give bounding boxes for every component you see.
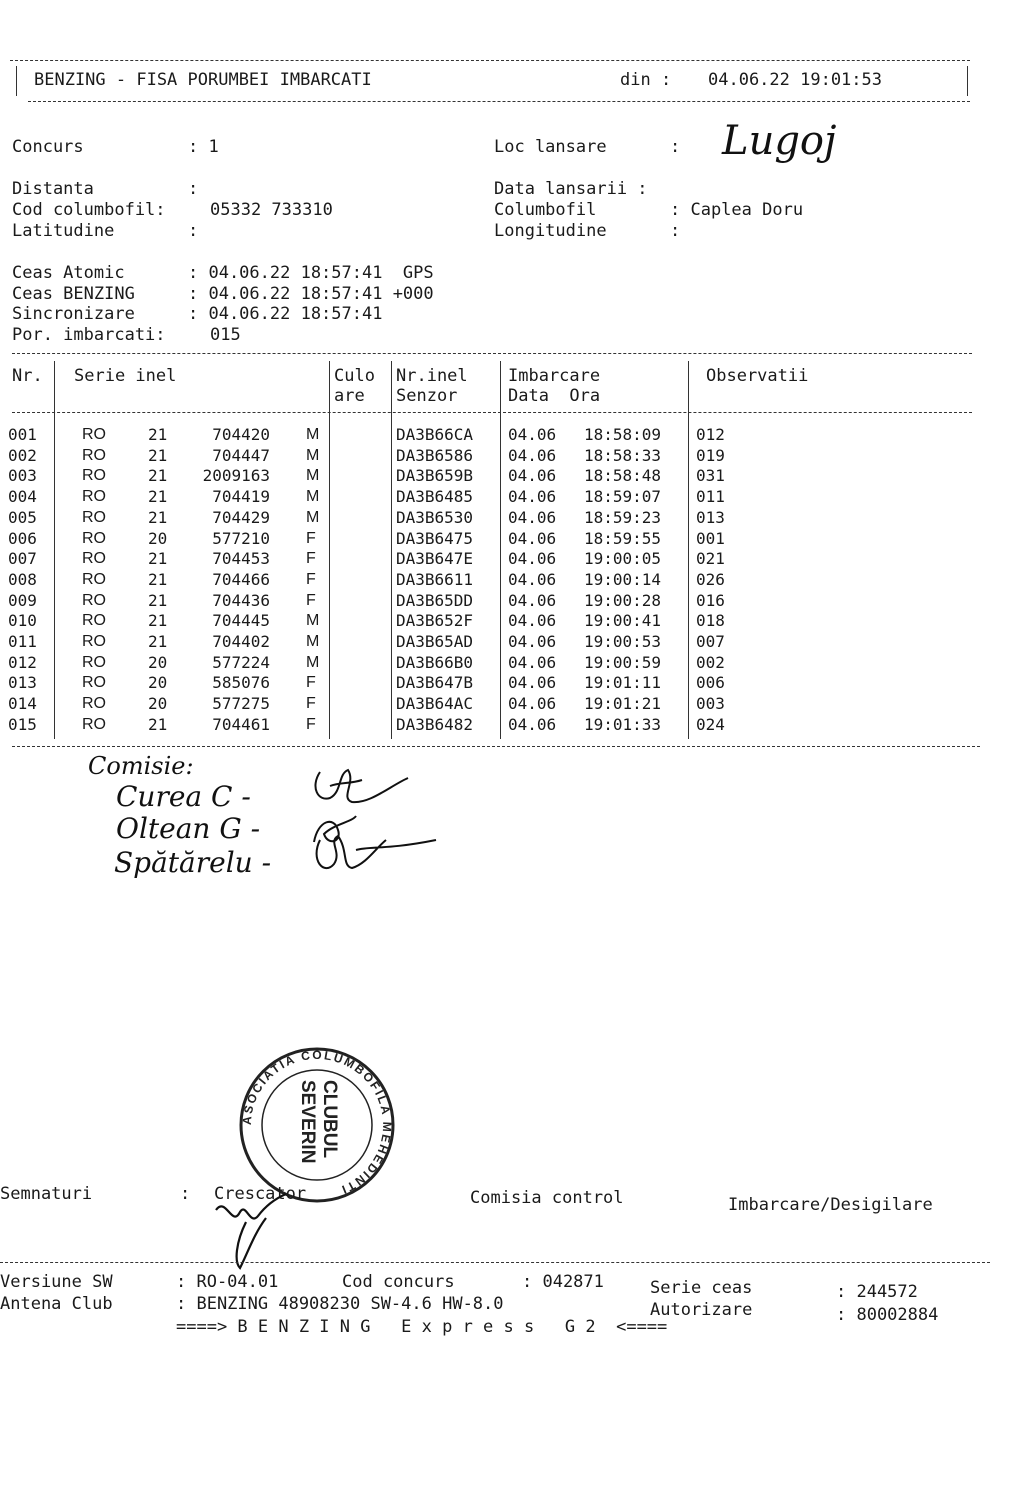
loc-lansare-label: Loc lansare: [494, 137, 607, 157]
cell-inel: 2009163: [202, 466, 270, 486]
longitudine-label: Longitudine: [494, 221, 607, 241]
cell-tara: RO: [82, 653, 106, 671]
cell-data: 04.06: [508, 632, 557, 651]
header-right-bar: [967, 66, 968, 96]
versiune-sw-label: Versiune SW: [0, 1272, 113, 1292]
cell-sex: M: [306, 508, 320, 526]
col-header-imbarcare-2: Data Ora: [508, 386, 601, 406]
cell-tara: RO: [82, 467, 106, 485]
cell-senzor: DA3B6611: [396, 569, 474, 589]
cell-an: 21: [148, 425, 168, 444]
cell-an: 21: [148, 714, 168, 734]
table-top-rule: [12, 353, 972, 354]
cell-ora: 18:59:55: [584, 528, 662, 548]
col-header-nr: Nr.: [12, 366, 43, 386]
cell-tara: RO: [82, 633, 106, 650]
cell-ora: 19:00:59: [584, 652, 662, 672]
handwritten-member-3: Spătărelu -: [114, 846, 272, 879]
cell-tara: RO: [82, 612, 106, 630]
cell-nr: 014: [8, 694, 37, 714]
cod-concurs-value: : 042871: [522, 1272, 604, 1292]
cell-senzor: DA3B64AC: [396, 694, 474, 714]
latitudine-label: Latitudine: [12, 221, 115, 241]
col-header-culoare-2: are: [334, 386, 365, 406]
cell-tara: RO: [82, 446, 106, 464]
cell-obs: 018: [696, 611, 725, 631]
cell-an: 21: [148, 611, 168, 631]
cell-senzor: DA3B6530: [396, 507, 474, 527]
cell-inel: 704445: [212, 611, 270, 631]
cell-senzor: DA3B6586: [396, 445, 474, 465]
cell-an: 21: [148, 569, 168, 589]
cell-ora: 18:58:33: [584, 445, 662, 465]
cell-sex: M: [306, 488, 320, 506]
cell-data: 04.06: [508, 445, 557, 465]
cell-inel: 704429: [212, 507, 270, 527]
cell-an: 21: [148, 445, 168, 465]
cell-nr: 015: [8, 714, 37, 734]
stamp-inner-line2: SEVERIN: [297, 1080, 318, 1164]
cell-ora: 19:00:53: [584, 632, 662, 651]
cell-data: 04.06: [508, 487, 557, 507]
crescator-signature: [206, 1182, 326, 1272]
header-top-rule: [10, 60, 970, 61]
cell-tara: RO: [82, 570, 106, 588]
col-header-culoare-1: Culo: [334, 366, 375, 386]
cell-data: 04.06: [508, 694, 557, 714]
cell-data: 04.06: [508, 425, 557, 444]
cell-senzor: DA3B6475: [396, 528, 474, 548]
cell-inel: 577224: [212, 652, 270, 672]
loc-lansare-handwritten: Lugoj: [722, 118, 837, 164]
cell-tara: RO: [82, 508, 106, 526]
cell-sex: F: [306, 715, 316, 733]
sincronizare-value: : 04.06.22 18:57:41: [188, 304, 383, 324]
concurs-value: : 1: [188, 137, 219, 157]
col-header-nr-inel-1: Nr.inel: [396, 366, 468, 386]
cell-sex: M: [306, 426, 320, 443]
stamp-outer-text: ASOCIATIA COLUMBOFILA MEHEDINTI: [239, 1047, 395, 1198]
serie-ceas-value: : 244572: [836, 1282, 918, 1302]
cell-an: 20: [148, 694, 168, 714]
cell-senzor: DA3B659B: [396, 466, 474, 486]
cell-inel: 704461: [212, 714, 270, 734]
header-bottom-rule: [28, 101, 970, 102]
cell-sex: M: [306, 446, 320, 464]
cell-tara: RO: [82, 695, 106, 713]
cell-inel: 577210: [212, 528, 270, 548]
cell-nr: 013: [8, 673, 37, 693]
cell-data: 04.06: [508, 652, 557, 672]
cell-senzor: DA3B66B0: [396, 652, 474, 672]
longitudine-value: :: [670, 221, 681, 241]
cell-inel: 704436: [212, 590, 270, 610]
cell-ora: 19:00:05: [584, 549, 662, 569]
table-header-rule: [12, 412, 972, 413]
cell-obs: 019: [696, 445, 725, 465]
imbarcare-desigilare-label: Imbarcare/Desigilare: [728, 1195, 933, 1215]
col-separator: [688, 361, 689, 739]
cell-data: 04.06: [508, 549, 557, 569]
cell-sex: M: [306, 467, 320, 485]
crescator-label: Crescator: [214, 1184, 307, 1204]
autorizare-label: Autorizare: [650, 1300, 753, 1320]
cell-an: 21: [148, 487, 168, 507]
cell-data: 04.06: [508, 569, 557, 589]
document-title: BENZING - FISA PORUMBEI IMBARCATI: [34, 70, 372, 90]
cell-senzor: DA3B652F: [396, 611, 474, 631]
cell-nr: 002: [8, 445, 37, 465]
cell-senzor: DA3B647E: [396, 549, 474, 569]
cell-data: 04.06: [508, 528, 557, 548]
loc-lansare-colon: :: [670, 137, 681, 157]
printed-date-label: din :: [620, 70, 672, 90]
ceas-benzing-label: Ceas BENZING: [12, 284, 135, 304]
cell-obs: 006: [696, 673, 725, 693]
cell-ora: 18:58:09: [584, 425, 662, 444]
por-imbarcati-label: Por. imbarcati:: [12, 325, 166, 345]
col-header-nr-inel-2: Senzor: [396, 386, 458, 406]
cell-an: 20: [148, 673, 168, 693]
stamp-inner-line1: CLUBUL: [319, 1080, 340, 1159]
cell-ora: 18:59:23: [584, 507, 662, 527]
cell-obs: 002: [696, 652, 725, 672]
cell-senzor: DA3B647B: [396, 673, 474, 693]
cell-senzor: DA3B65DD: [396, 590, 474, 610]
cell-obs: 026: [696, 569, 725, 589]
handwritten-member-1: Curea C -: [116, 780, 251, 813]
cell-tara: RO: [82, 674, 106, 692]
cell-ora: 19:01:33: [584, 714, 662, 734]
cell-sex: F: [306, 550, 316, 568]
data-lansarii-label: Data lansarii :: [494, 179, 648, 199]
cell-senzor: DA3B6482: [396, 714, 474, 734]
cell-an: 20: [148, 528, 168, 548]
table-bottom-rule: [12, 746, 980, 747]
cell-an: 21: [148, 466, 168, 486]
printed-date-value: 04.06.22 19:01:53: [708, 70, 882, 90]
cell-sex: M: [306, 653, 320, 671]
cell-an: 21: [148, 549, 168, 569]
distanta-label: Distanta: [12, 179, 94, 199]
cell-obs: 003: [696, 694, 725, 714]
cell-nr: 001: [8, 425, 37, 444]
cell-tara: RO: [82, 591, 106, 609]
handwritten-member-2: Oltean G -: [116, 812, 261, 845]
col-separator: [500, 361, 501, 739]
serie-ceas-label: Serie ceas: [650, 1278, 753, 1298]
cell-obs: 021: [696, 549, 725, 569]
cell-an: 21: [148, 507, 168, 527]
cell-inel: 704419: [212, 487, 270, 507]
col-header-observatii: Observatii: [706, 366, 809, 386]
cell-obs: 007: [696, 632, 725, 651]
cell-tara: RO: [82, 715, 106, 733]
cell-inel: 704453: [212, 549, 270, 569]
cell-nr: 007: [8, 549, 37, 569]
cod-columbofil-label: Cod columbofil:: [12, 200, 166, 220]
cell-sex: F: [306, 591, 316, 609]
cell-senzor: DA3B6485: [396, 487, 474, 507]
ceas-benzing-value: : 04.06.22 18:57:41 +000: [188, 284, 434, 304]
versiune-sw-value: : RO-04.01: [176, 1272, 279, 1292]
cell-nr: 003: [8, 466, 37, 486]
cell-sex: F: [306, 570, 316, 588]
sincronizare-label: Sincronizare: [12, 304, 135, 324]
cell-obs: 024: [696, 714, 725, 734]
cell-an: 20: [148, 652, 168, 672]
cell-obs: 001: [696, 528, 725, 548]
cell-sex: F: [306, 529, 316, 547]
comisia-control-label: Comisia control: [470, 1188, 624, 1208]
semnaturi-label: Semnaturi: [0, 1184, 93, 1204]
cell-nr: 010: [8, 611, 37, 631]
por-imbarcati-value: 015: [210, 325, 241, 345]
cell-inel: 704420: [212, 425, 270, 444]
cell-senzor: DA3B66CA: [396, 425, 474, 444]
cell-nr: 011: [8, 632, 37, 651]
handwritten-comisie-heading: Comisie:: [88, 752, 194, 780]
header-left-bar: [16, 66, 17, 96]
cell-sex: F: [306, 674, 316, 692]
antena-club-value: : BENZING 48908230 SW-4.6 HW-8.0: [176, 1294, 504, 1314]
commission-signature-1: [300, 762, 420, 812]
cell-inel: 704466: [212, 569, 270, 589]
ceas-atomic-value: : 04.06.22 18:57:41 GPS: [188, 263, 434, 283]
col-header-serie-inel: Serie inel: [74, 366, 177, 386]
columbofil-value: : Caplea Doru: [670, 200, 804, 220]
ceas-atomic-label: Ceas Atomic: [12, 263, 125, 283]
cell-nr: 009: [8, 590, 37, 610]
col-separator: [329, 361, 330, 739]
commission-signature-3: [306, 820, 446, 880]
cell-obs: 013: [696, 507, 725, 527]
cell-obs: 016: [696, 590, 725, 610]
cell-data: 04.06: [508, 507, 557, 527]
col-header-imbarcare-1: Imbarcare: [508, 366, 601, 386]
cell-inel: 704447: [212, 445, 270, 465]
cell-data: 04.06: [508, 611, 557, 631]
cell-inel: 704402: [212, 632, 270, 651]
col-separator: [391, 361, 392, 739]
cell-senzor: DA3B65AD: [396, 632, 474, 651]
cell-an: 21: [148, 590, 168, 610]
cell-an: 21: [148, 632, 168, 651]
cod-concurs-label: Cod concurs: [342, 1272, 455, 1292]
cell-tara: RO: [82, 529, 106, 547]
cod-columbofil-value: 05332 733310: [210, 200, 333, 220]
distanta-value: :: [188, 179, 199, 199]
cell-obs: 031: [696, 466, 725, 486]
cell-nr: 006: [8, 528, 37, 548]
cell-sex: M: [306, 612, 320, 630]
cell-nr: 012: [8, 652, 37, 672]
footer-top-rule: [0, 1262, 990, 1263]
cell-tara: RO: [82, 488, 106, 506]
cell-data: 04.06: [508, 466, 557, 486]
cell-ora: 19:00:41: [584, 611, 662, 631]
antena-club-label: Antena Club: [0, 1294, 113, 1314]
cell-ora: 19:01:11: [584, 673, 662, 693]
cell-ora: 18:58:48: [584, 466, 662, 486]
semnaturi-colon: :: [180, 1184, 191, 1204]
cell-data: 04.06: [508, 714, 557, 734]
cell-ora: 19:00:28: [584, 590, 662, 610]
cell-ora: 19:00:14: [584, 569, 662, 589]
cell-obs: 011: [696, 487, 725, 507]
cell-sex: F: [306, 695, 316, 713]
latitudine-value: :: [188, 221, 199, 241]
cell-nr: 005: [8, 507, 37, 527]
cell-ora: 19:01:21: [584, 694, 662, 714]
cell-data: 04.06: [508, 590, 557, 610]
autorizare-value: : 80002884: [836, 1305, 939, 1325]
cell-inel: 577275: [212, 694, 270, 714]
columbofil-label: Columbofil: [494, 200, 597, 220]
benzing-express-brand: ====> B E N Z I N G E x p r e s s G 2 <====: [176, 1317, 668, 1337]
cell-inel: 585076: [212, 673, 270, 693]
cell-tara: RO: [82, 426, 106, 443]
cell-tara: RO: [82, 550, 106, 568]
cell-obs: 012: [696, 425, 725, 444]
cell-sex: M: [306, 633, 320, 650]
cell-ora: 18:59:07: [584, 487, 662, 507]
cell-nr: 004: [8, 487, 37, 507]
col-separator: [54, 361, 55, 739]
concurs-label: Concurs: [12, 137, 84, 157]
cell-data: 04.06: [508, 673, 557, 693]
cell-nr: 008: [8, 569, 37, 589]
